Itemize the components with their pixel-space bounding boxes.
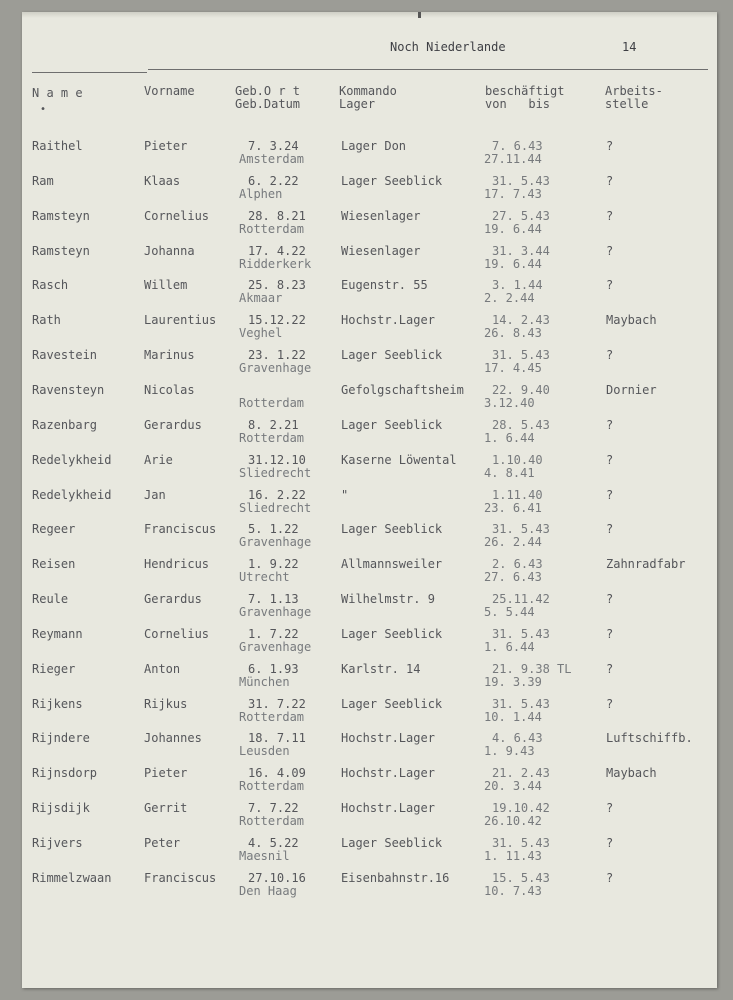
col-header-kommando: Kommando <box>339 84 397 98</box>
person-name: Rath <box>32 313 61 327</box>
birth-place: Maesnil <box>239 849 290 863</box>
employed-until: 20. 3.44 <box>484 779 542 793</box>
person-vorname: Nicolas <box>144 383 195 397</box>
birth-date: 6. 2.22 <box>248 174 299 188</box>
person-name: Ram <box>32 174 54 188</box>
name-header-dot: • <box>40 104 47 115</box>
person-name: Rasch <box>32 278 69 292</box>
camp-lager: Allmannsweiler <box>341 557 443 571</box>
employed-from: 1.11.40 <box>492 488 543 502</box>
employed-until: 10. 7.43 <box>484 884 542 898</box>
person-name: Reymann <box>32 627 83 641</box>
person-vorname: Anton <box>144 662 181 676</box>
employed-until: 19. 6.44 <box>484 257 542 271</box>
employed-from: 4. 6.43 <box>492 731 543 745</box>
birth-place: Rotterdam <box>239 222 305 236</box>
birth-date: 16. 4.09 <box>248 766 306 780</box>
col-header-name: N a m e <box>32 86 83 100</box>
person-name: Redelykheid <box>32 453 112 467</box>
camp-lager: Hochstr.Lager <box>341 766 435 780</box>
person-vorname: Franciscus <box>144 522 217 536</box>
employed-until: 19. 3.39 <box>484 675 542 689</box>
employed-from: 31. 5.43 <box>492 836 550 850</box>
birth-date: 17. 4.22 <box>248 244 306 258</box>
camp-lager: Lager Seeblick <box>341 418 443 432</box>
page-header: Noch Niederlande <box>390 40 506 54</box>
employed-from: 31. 5.43 <box>492 697 550 711</box>
camp-lager: Lager Seeblick <box>341 697 443 711</box>
staple-mark <box>418 12 421 18</box>
person-name: Raithel <box>32 139 83 153</box>
workplace: ? <box>606 662 614 676</box>
birth-place: Akmaar <box>239 291 283 305</box>
camp-lager: Lager Seeblick <box>341 348 443 362</box>
birth-date: 1. 7.22 <box>248 627 299 641</box>
workplace: ? <box>606 488 614 502</box>
workplace: ? <box>606 871 614 885</box>
birth-place: Gravenhage <box>239 605 312 619</box>
employed-until: 1. 6.44 <box>484 640 535 654</box>
person-vorname: Jan <box>144 488 166 502</box>
birth-date: 7. 7.22 <box>248 801 299 815</box>
col-header-arbeitsstelle: Arbeits- <box>605 84 663 98</box>
person-vorname: Johanna <box>144 244 195 258</box>
workplace: ? <box>606 278 614 292</box>
person-vorname: Cornelius <box>144 209 210 223</box>
col-header-lager: Lager <box>339 97 376 111</box>
birth-place: Amsterdam <box>239 152 305 166</box>
person-name: Rieger <box>32 662 76 676</box>
employed-until: 26. 2.44 <box>484 535 542 549</box>
employed-until: 27. 6.43 <box>484 570 542 584</box>
birth-place: Utrecht <box>239 570 290 584</box>
person-vorname: Hendricus <box>144 557 210 571</box>
person-name: Razenbarg <box>32 418 98 432</box>
camp-lager: Lager Seeblick <box>341 522 443 536</box>
col-header-von-bis: von bis <box>485 97 551 111</box>
employed-from: 28. 5.43 <box>492 418 550 432</box>
birth-place: Rotterdam <box>239 779 305 793</box>
workplace: ? <box>606 801 614 815</box>
header-rule-right <box>148 69 708 70</box>
workplace: ? <box>606 174 614 188</box>
col-header-vorname: Vorname <box>144 84 195 98</box>
birth-place: Sliedrecht <box>239 466 312 480</box>
person-name: Reule <box>32 592 69 606</box>
col-header-geb-datum: Geb.Datum <box>235 97 301 111</box>
birth-date: 25. 8.23 <box>248 278 306 292</box>
camp-lager: Hochstr.Lager <box>341 801 435 815</box>
birth-date: 31. 7.22 <box>248 697 306 711</box>
workplace: ? <box>606 627 614 641</box>
workplace: Luftschiffb. <box>606 731 693 745</box>
birth-place: Leusden <box>239 744 290 758</box>
employed-from: 21. 9.38 TL <box>492 662 572 676</box>
employed-until: 4. 8.41 <box>484 466 535 480</box>
employed-from: 15. 5.43 <box>492 871 550 885</box>
person-vorname: Peter <box>144 836 181 850</box>
workplace: Maybach <box>606 766 657 780</box>
birth-place: Rotterdam <box>239 396 305 410</box>
employed-until: 2. 2.44 <box>484 291 535 305</box>
employed-from: 7. 6.43 <box>492 139 543 153</box>
person-vorname: Franciscus <box>144 871 217 885</box>
workplace: ? <box>606 348 614 362</box>
employed-until: 27.11.44 <box>484 152 542 166</box>
birth-place: Rotterdam <box>239 710 305 724</box>
col-header-beschaeftigt: beschäftigt <box>485 84 565 98</box>
employed-until: 26. 8.43 <box>484 326 542 340</box>
person-name: Rijnsdorp <box>32 766 98 780</box>
workplace: ? <box>606 697 614 711</box>
person-vorname: Johannes <box>144 731 202 745</box>
employed-from: 31. 5.43 <box>492 348 550 362</box>
person-vorname: Gerardus <box>144 592 202 606</box>
person-vorname: Arie <box>144 453 173 467</box>
person-name: Rijkens <box>32 697 83 711</box>
camp-lager: Lager Don <box>341 139 407 153</box>
person-name: Rimmelzwaan <box>32 871 112 885</box>
employed-until: 26.10.42 <box>484 814 542 828</box>
employed-until: 3.12.40 <box>484 396 535 410</box>
workplace: Dornier <box>606 383 657 397</box>
employed-from: 31. 3.44 <box>492 244 550 258</box>
person-vorname: Pieter <box>144 139 188 153</box>
birth-date: 28. 8.21 <box>248 209 306 223</box>
birth-date: 27.10.16 <box>248 871 306 885</box>
birth-date: 18. 7.11 <box>248 731 306 745</box>
employed-until: 1. 11.43 <box>484 849 542 863</box>
employed-from: 31. 5.43 <box>492 627 550 641</box>
person-vorname: Klaas <box>144 174 181 188</box>
camp-lager: Karlstr. 14 <box>341 662 421 676</box>
birth-date: 6. 1.93 <box>248 662 299 676</box>
employed-from: 21. 2.43 <box>492 766 550 780</box>
workplace: ? <box>606 139 614 153</box>
birth-place: Rotterdam <box>239 814 305 828</box>
person-vorname: Gerardus <box>144 418 202 432</box>
workplace: ? <box>606 453 614 467</box>
employed-from: 19.10.42 <box>492 801 550 815</box>
birth-place: Veghel <box>239 326 283 340</box>
birth-place: Ridderkerk <box>239 257 312 271</box>
camp-lager: Eisenbahnstr.16 <box>341 871 450 885</box>
camp-lager: Wilhelmstr. 9 <box>341 592 435 606</box>
employed-until: 1. 9.43 <box>484 744 535 758</box>
birth-date: 7. 1.13 <box>248 592 299 606</box>
person-vorname: Willem <box>144 278 188 292</box>
person-vorname: Laurentius <box>144 313 217 327</box>
birth-date: 23. 1.22 <box>248 348 306 362</box>
employed-from: 2. 6.43 <box>492 557 543 571</box>
person-name: Reisen <box>32 557 76 571</box>
col-header-stelle: stelle <box>605 97 649 111</box>
person-vorname: Rijkus <box>144 697 188 711</box>
birth-place: München <box>239 675 290 689</box>
employed-from: 3. 1.44 <box>492 278 543 292</box>
birth-date: 31.12.10 <box>248 453 306 467</box>
camp-lager: Lager Seeblick <box>341 174 443 188</box>
person-name: Ravensteyn <box>32 383 105 397</box>
col-header-geb-ort: Geb.O r t <box>235 84 301 98</box>
employed-from: 1.10.40 <box>492 453 543 467</box>
camp-lager: Hochstr.Lager <box>341 731 435 745</box>
person-name: Rijndere <box>32 731 90 745</box>
employed-until: 19. 6.44 <box>484 222 542 236</box>
birth-place: Rotterdam <box>239 431 305 445</box>
employed-until: 1. 6.44 <box>484 431 535 445</box>
page-number: 14 <box>622 40 637 54</box>
workplace: ? <box>606 836 614 850</box>
birth-place: Gravenhage <box>239 361 312 375</box>
camp-lager: Gefolgschaftsheim <box>341 383 464 397</box>
camp-lager: Lager Seeblick <box>341 627 443 641</box>
birth-place: Sliedrecht <box>239 501 312 515</box>
employed-from: 22. 9.40 <box>492 383 550 397</box>
person-name: Rijsdijk <box>32 801 90 815</box>
birth-place: Gravenhage <box>239 640 312 654</box>
workplace: ? <box>606 418 614 432</box>
camp-lager: Eugenstr. 55 <box>341 278 428 292</box>
workplace: ? <box>606 244 614 258</box>
employed-from: 27. 5.43 <box>492 209 550 223</box>
person-vorname: Marinus <box>144 348 195 362</box>
birth-place: Den Haag <box>239 884 297 898</box>
person-name: Rijvers <box>32 836 83 850</box>
employed-until: 17. 7.43 <box>484 187 542 201</box>
person-name: Regeer <box>32 522 76 536</box>
birth-date: 7. 3.24 <box>248 139 299 153</box>
birth-date: 4. 5.22 <box>248 836 299 850</box>
employed-until: 5. 5.44 <box>484 605 535 619</box>
birth-date: 5. 1.22 <box>248 522 299 536</box>
birth-date: 8. 2.21 <box>248 418 299 432</box>
camp-lager: Hochstr.Lager <box>341 313 435 327</box>
camp-lager: " <box>341 488 349 502</box>
person-name: Redelykheid <box>32 488 112 502</box>
birth-place: Alphen <box>239 187 283 201</box>
workplace: Maybach <box>606 313 657 327</box>
employed-until: 10. 1.44 <box>484 710 542 724</box>
person-name: Ravestein <box>32 348 98 362</box>
workplace: ? <box>606 209 614 223</box>
person-vorname: Pieter <box>144 766 188 780</box>
workplace: Zahnradfabr <box>606 557 686 571</box>
employed-from: 14. 2.43 <box>492 313 550 327</box>
employed-from: 31. 5.43 <box>492 522 550 536</box>
camp-lager: Kaserne Löwental <box>341 453 457 467</box>
employed-from: 31. 5.43 <box>492 174 550 188</box>
employed-from: 25.11.42 <box>492 592 550 606</box>
camp-lager: Wiesenlager <box>341 244 421 258</box>
employed-until: 17. 4.45 <box>484 361 542 375</box>
birth-place: Gravenhage <box>239 535 312 549</box>
birth-date: 15.12.22 <box>248 313 306 327</box>
camp-lager: Lager Seeblick <box>341 836 443 850</box>
birth-date: 1. 9.22 <box>248 557 299 571</box>
employed-until: 23. 6.41 <box>484 501 542 515</box>
person-name: Ramsteyn <box>32 244 90 258</box>
person-name: Ramsteyn <box>32 209 90 223</box>
camp-lager: Wiesenlager <box>341 209 421 223</box>
document-page <box>22 12 717 988</box>
person-vorname: Cornelius <box>144 627 210 641</box>
person-vorname: Gerrit <box>144 801 188 815</box>
workplace: ? <box>606 522 614 536</box>
workplace: ? <box>606 592 614 606</box>
header-rule-left <box>32 72 147 73</box>
birth-date: 16. 2.22 <box>248 488 306 502</box>
